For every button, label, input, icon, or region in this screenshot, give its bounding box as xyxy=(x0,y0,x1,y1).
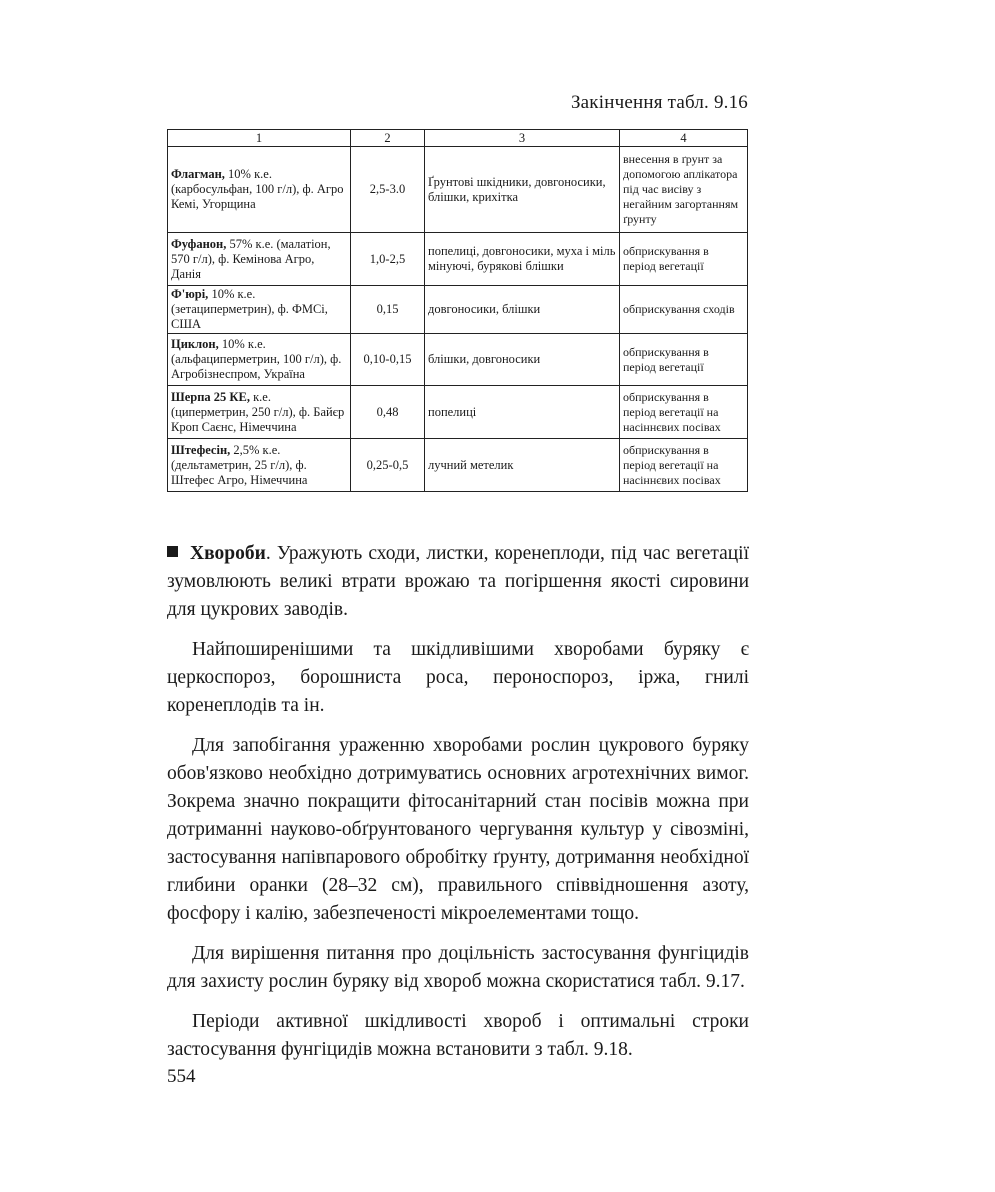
product-cell xyxy=(168,386,351,439)
pests-cell: блішки, довгоносики xyxy=(425,334,620,386)
paragraph: Періоди активної шкідливості хвороб і оптимальні строки застосування фунгіцидів можна встановити з табл. 9.18. xyxy=(167,1011,749,1060)
paragraph: Для запобігання ураженню хворобами рослин цукрового буряку обов'язково необхідно дотримуватись основних агротехнічних вимог. Зокрема значно покращити фітосанітарний стан посівів можна при дотриманні науково-обґрунтованого чергування культур у сівозміні, застосування напівпарового обробітку ґрунту, дотримання необхідної глибини оранки (28–32 см), правильного співвідношення азоту, фосфору і калію, забезпеченості мікроелементами тощо. xyxy=(167,735,749,924)
rate-cell: 0,15 xyxy=(351,286,425,334)
table-row xyxy=(168,439,748,492)
product-description: 10% к.е. (карбосульфан, 100 г/л), ф. Агро Кемі, Угорщина xyxy=(171,167,344,211)
product-description: к.е. (циперметрин, 250 г/л), ф. Байєр Кроп Саєнс, Німеччина xyxy=(171,389,345,434)
product-cell xyxy=(168,334,351,386)
product-name: Шерпа 25 КЕ, xyxy=(171,389,250,404)
paragraph-diseases xyxy=(167,540,749,624)
method-cell: обприскування в період вегетації на насіннєвих посівах xyxy=(620,386,748,439)
table-row xyxy=(168,334,748,386)
pests-cell: попелиці, довгоносики, муха і міль мінуючі, бурякові блішки xyxy=(425,233,620,286)
product-cell xyxy=(168,439,351,492)
paragraph: Найпоширенішими та шкідливішими хворобами буряку є церкоспороз, борошниста роса, пероноспороз, іржа, гнилі коренеплодів та ін. xyxy=(167,639,749,716)
table-row xyxy=(168,147,748,233)
column-header: 3 xyxy=(425,130,620,147)
method-cell: обприскування в період вегетації xyxy=(620,334,748,386)
paragraph: Для вирішення питання про доцільність застосування фунгіцидів для захисту рослин буряку від хвороб можна скористатися табл. 9.17. xyxy=(167,943,749,992)
product-name: Флагман, xyxy=(171,167,225,181)
table-row xyxy=(168,386,748,439)
method-cell: обприскування в період вегетації xyxy=(620,233,748,286)
product-name: Циклон, xyxy=(171,337,219,351)
column-header: 1 xyxy=(168,130,351,147)
table-row xyxy=(168,233,748,286)
product-description: 57% к.е. (малатіон, 570 г/л), ф. Кемінова Агро, Данія xyxy=(171,236,331,281)
section-heading-word: Хвороби xyxy=(190,543,266,564)
body-text xyxy=(167,540,749,1076)
product-name: Ф'юрі, xyxy=(171,287,209,301)
rate-cell: 1,0-2,5 xyxy=(351,233,425,286)
product-description: 10% к.е. (зетациперметрин), ф. ФМСі, США xyxy=(171,287,328,331)
square-bullet-icon xyxy=(167,546,178,557)
pests-cell: довгоносики, блішки xyxy=(425,286,620,334)
product-description: 2,5% к.е. (дельтаметрин, 25 г/л), ф. Штефес Агро, Німеччина xyxy=(171,442,308,487)
rate-cell: 0,48 xyxy=(351,386,425,439)
product-name: Штефесін, xyxy=(171,442,231,457)
pests-cell: лучний метелик xyxy=(425,439,620,492)
table-row xyxy=(168,286,748,334)
column-header: 4 xyxy=(620,130,748,147)
method-cell: внесення в ґрунт за допомогою аплікатора під час висіву з негайним загортанням ґрунту xyxy=(620,147,748,233)
pests-cell: Ґрунтові шкідники, довгоносики, блішки, крихітка xyxy=(425,147,620,233)
product-description: 10% к.е. (альфациперметрин, 100 г/л), ф. Агробізнеспром, Україна xyxy=(171,337,342,381)
rate-cell: 0,10-0,15 xyxy=(351,334,425,386)
method-cell: обприскування в період вегетації на насіннєвих посівах xyxy=(620,439,748,492)
column-header: 2 xyxy=(351,130,425,147)
insecticides-table xyxy=(167,129,748,492)
paragraph-text: . Уражують сходи, листки, коренеплоди, під час вегетації зумовлюють великі втрати врожаю та погіршення якості сировини для цукрових заводів. xyxy=(167,543,749,620)
page-number: 554 xyxy=(167,1066,196,1087)
rate-cell: 0,25-0,5 xyxy=(351,439,425,492)
rate-cell: 2,5-3.0 xyxy=(351,147,425,233)
table-header-row xyxy=(168,130,748,147)
table-continuation-caption: Закінчення табл. 9.16 xyxy=(570,92,748,113)
product-cell xyxy=(168,147,351,233)
product-cell xyxy=(168,233,351,286)
method-cell: обприскування сходів xyxy=(620,286,748,334)
pests-cell: попелиці xyxy=(425,386,620,439)
product-cell xyxy=(168,286,351,334)
product-name: Фуфанон, xyxy=(171,236,227,251)
